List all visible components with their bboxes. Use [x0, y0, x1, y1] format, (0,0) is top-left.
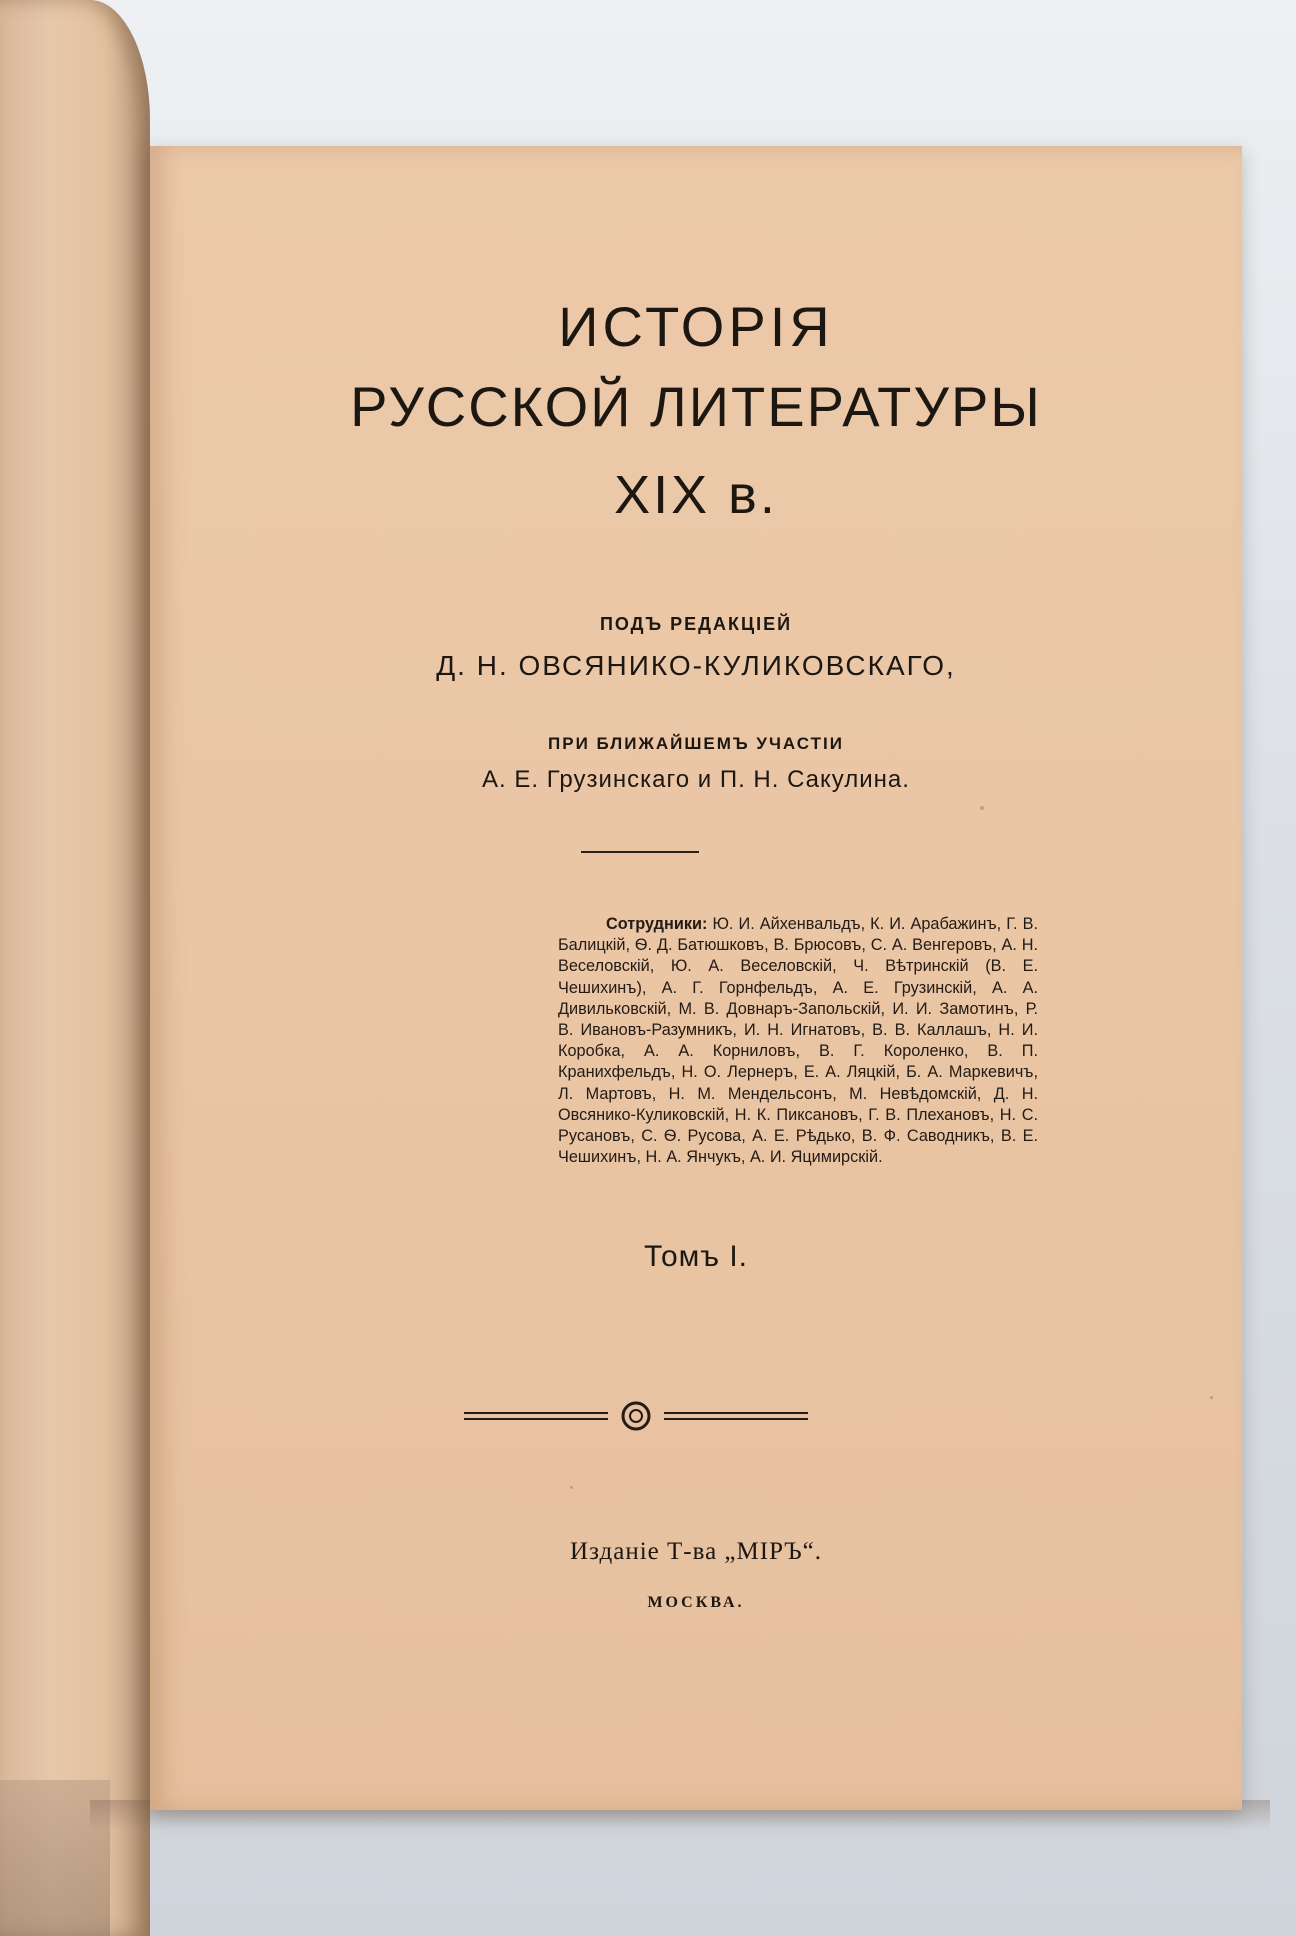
editor-label: ПОДЪ РЕДАКЦІЕЙ — [599, 614, 793, 634]
publisher-line: Изданіе Т-ва „МІРЪ“. — [570, 1538, 822, 1565]
contributors-paragraph — [558, 914, 1038, 1168]
participation-label: ПРИ БЛИЖАЙШЕМЪ УЧАСТІИ — [548, 734, 844, 753]
contributors-label: Сотрудники: — [606, 915, 708, 933]
contributors-list: Ю. И. Айхенвальдъ, К. И. Арабажинъ, Г. В. Балицкій, Ѳ. Д. Батюшковъ, В. Брюсовъ, С. А. Венгеровъ, А. Н. Веселовскій, Ю. А. Веселовскій, Ч. Вѣтринскій (В. Е. Чешихинъ), А. Г. Горнфельдъ, А. Е. Грузинскій, А. А. Дивильковскій, М. В. Довнаръ-Запольскій, И. И. Замотинъ, Р. В. Ивановъ-Разумникъ, И. Н. Игнатовъ, В. В. Каллашъ, Н. И. Коробка, А. А. Корниловъ, В. Г. Короленко, В. П. Кранихфельдъ, Н. О. Лернеръ, Е. А. Ляцкій, Б. А. Маркевичъ, Л. Мартовъ, Н. М. Мендельсонъ, М. Невѣдомскій, Д. Н. Овсянико-Куликовскій, Н. К. Пиксановъ, Г. В. Плехановъ, Н. С. Русановъ, С. Ѳ. Русова, А. Е. Рѣдько, В. Ф. Саводникъ, В. Е. Чешихинъ, Н. А. Янчукъ, А. И. Яцимирскій. — [558, 915, 1038, 1167]
left-page-edge — [0, 0, 150, 1936]
volume-number: Томъ I. — [643, 1240, 749, 1273]
title-page — [150, 146, 1242, 1810]
foxing-spot — [570, 1486, 573, 1489]
foxing-spot — [980, 806, 984, 810]
ornament-divider — [460, 1396, 812, 1436]
editor-name: Д. Н. ОВСЯНИКО-КУЛИКОВСКАГО, — [436, 650, 956, 681]
title-line-2: РУССКОЙ ЛИТЕРАТУРЫ — [350, 375, 1042, 438]
divider-rule — [581, 851, 699, 853]
title-line-1: ИСТОРІЯ — [558, 295, 834, 358]
city-line: МОСКВА. — [647, 1594, 745, 1611]
foxing-spot — [1210, 1396, 1213, 1399]
participant-names: А. Е. Грузинскаго и П. Н. Сакулина. — [482, 766, 910, 793]
title-line-3: XIX в. — [614, 465, 778, 525]
